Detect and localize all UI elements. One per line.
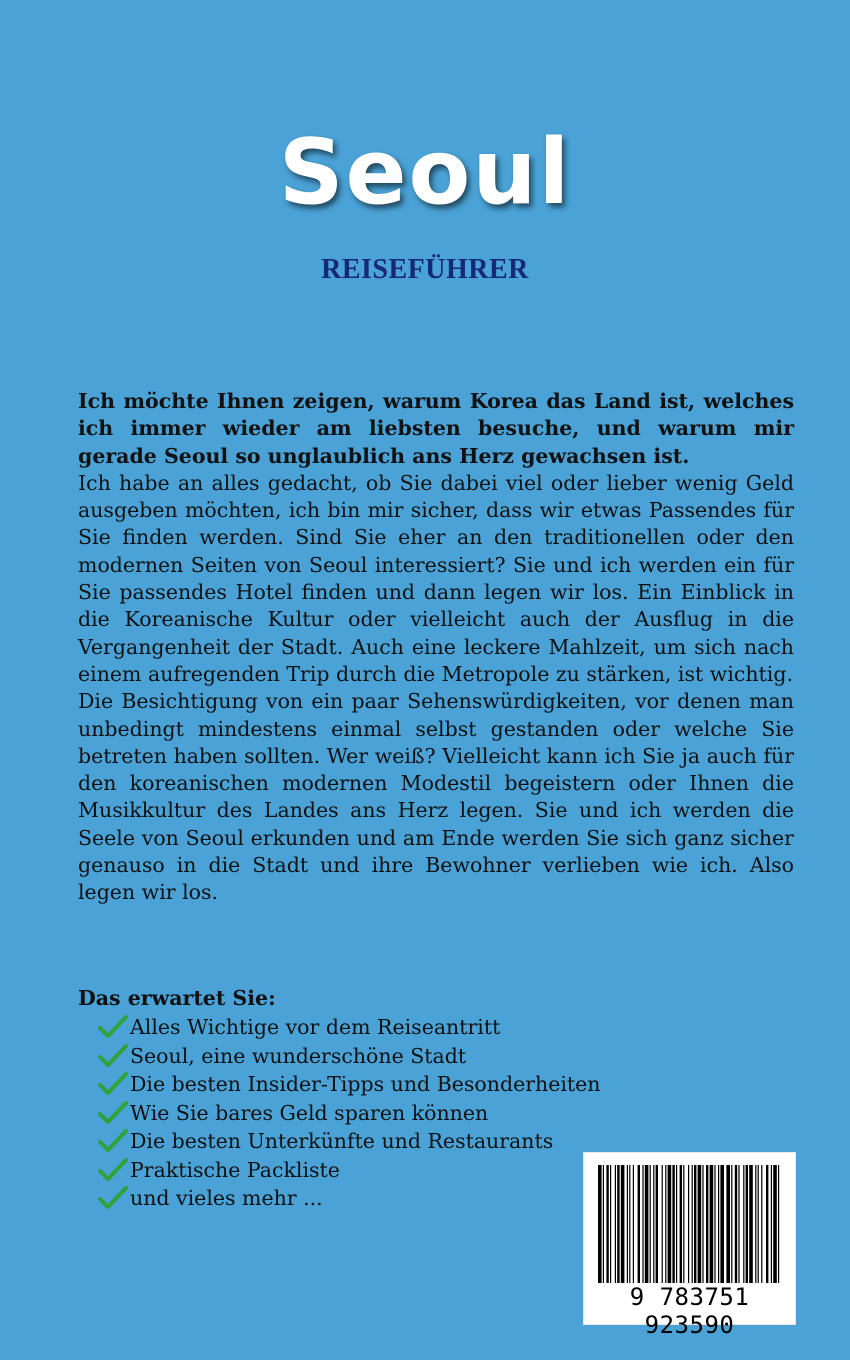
barcode-bar bbox=[627, 1165, 628, 1283]
list-item-label: Alles Wichtige vor dem Reiseantritt bbox=[130, 1015, 501, 1039]
barcode-bar bbox=[749, 1165, 753, 1283]
barcode-bar bbox=[761, 1165, 762, 1283]
checkmark-icon bbox=[98, 1044, 128, 1068]
barcode-bar bbox=[746, 1165, 748, 1283]
barcode-bar bbox=[645, 1165, 649, 1283]
checkmark-icon bbox=[98, 1015, 128, 1039]
barcode-bar bbox=[606, 1165, 608, 1283]
barcode-bar bbox=[720, 1165, 724, 1283]
list-item bbox=[98, 1042, 600, 1071]
barcode-bars bbox=[598, 1165, 781, 1283]
barcode-bar bbox=[642, 1165, 643, 1283]
barcode-bar bbox=[694, 1165, 696, 1283]
checkmark-icon bbox=[98, 1158, 128, 1182]
features-heading: Das erwartet Sie: bbox=[78, 986, 276, 1010]
barcode-bar bbox=[629, 1165, 630, 1283]
blurb-text bbox=[78, 388, 794, 907]
barcode-bar bbox=[668, 1165, 672, 1283]
checkmark-icon bbox=[98, 1129, 128, 1153]
barcode-bar bbox=[598, 1165, 602, 1283]
barcode-bar bbox=[731, 1165, 732, 1283]
book-subtitle: REISEFÜHRER bbox=[321, 254, 529, 285]
checkmark-icon bbox=[98, 1101, 128, 1125]
barcode-bar bbox=[665, 1165, 666, 1283]
barcode-bar bbox=[615, 1165, 616, 1283]
list-item bbox=[98, 1156, 600, 1185]
barcode-bar bbox=[650, 1165, 651, 1283]
barcode-bar bbox=[743, 1165, 744, 1283]
list-item-label: Seoul, eine wunderschöne Stadt bbox=[130, 1043, 467, 1068]
checkmark-icon bbox=[98, 1072, 128, 1096]
barcode-bar bbox=[735, 1165, 737, 1283]
blurb-paragraph: Ich habe an alles gedacht, ob Sie dabei viel oder lieber wenig Geld ausgeben möchten, ich bin mir sicher, dass wir etwas Passendes für Sie finden werden. Sind Sie eher an den traditionellen oder den modernen Seiten von Seoul interessiert? Sie und ich werden ein für Sie passendes Hotel finden und dann legen wir los. Ein Einblick in die Koreanische Kultur oder vielleicht auch der Ausflug in die Vergangenheit der Stadt. Auch eine leckere Mahlzeit, um sich nach einem aufregenden Trip durch die Metropole zu stärken, ist wichtig. bbox=[78, 470, 794, 686]
barcode-bar bbox=[702, 1165, 703, 1283]
barcode-bar bbox=[656, 1165, 658, 1283]
barcode-bar bbox=[766, 1165, 768, 1283]
list-item-label: und vieles mehr ... bbox=[130, 1186, 323, 1210]
barcode-digits: 9 783751 923590 bbox=[629, 1283, 750, 1339]
barcode-bar bbox=[738, 1165, 739, 1283]
barcode-bar bbox=[638, 1165, 640, 1283]
barcode-bar bbox=[758, 1165, 759, 1283]
barcode-bar bbox=[603, 1165, 604, 1283]
list-item bbox=[98, 1184, 600, 1213]
barcode-bar bbox=[771, 1165, 772, 1283]
book-title: Seoul bbox=[278, 120, 572, 225]
barcode-bar bbox=[621, 1165, 625, 1283]
barcode-bar bbox=[692, 1165, 693, 1283]
list-item bbox=[98, 1013, 600, 1042]
barcode-bar bbox=[610, 1165, 611, 1283]
barcode-bar bbox=[688, 1165, 689, 1283]
barcode-bar bbox=[676, 1165, 677, 1283]
barcode-bar bbox=[653, 1165, 654, 1283]
barcode-bar bbox=[710, 1165, 714, 1283]
list-item bbox=[98, 1127, 600, 1156]
list-item bbox=[98, 1099, 600, 1128]
barcode-bar bbox=[633, 1165, 634, 1283]
list-item bbox=[98, 1070, 600, 1099]
isbn-barcode bbox=[583, 1152, 796, 1339]
barcode-bar bbox=[683, 1165, 684, 1283]
barcode-bar bbox=[617, 1165, 619, 1283]
barcode-bar bbox=[706, 1165, 708, 1283]
list-item-label: Die besten Unterkünfte und Restaurants bbox=[130, 1129, 554, 1153]
list-item-label: Die besten Insider-Tipps und Besonderheiten bbox=[130, 1072, 601, 1096]
barcode-bar bbox=[698, 1165, 702, 1283]
barcode-bar bbox=[662, 1165, 663, 1283]
checkmark-icon bbox=[98, 1186, 128, 1210]
barcode-bar bbox=[718, 1165, 719, 1283]
barcode-bar bbox=[773, 1165, 777, 1283]
barcode-bar bbox=[672, 1165, 674, 1283]
list-item-label: Wie Sie bares Geld sparen können bbox=[130, 1100, 489, 1125]
barcode-bar bbox=[755, 1165, 756, 1283]
barcode-bar bbox=[778, 1165, 779, 1283]
blurb-lead-paragraph: Ich möchte Ihnen zeigen, warum Korea das Land ist, welches ich immer wieder am liebsten besuche, und warum mir gerade Seoul so unglaublich ans Herz gewachsen ist. bbox=[78, 389, 794, 468]
blurb-paragraph: Die Besichtigung von ein paar Sehenswürdigkeiten, vor denen man unbedingt mindestens einmal selbst gestanden oder welche Sie betreten haben sollten. Wer weiß? Vielleicht kann ich Sie ja auch für den koreanischen modernen Modestil begeistern oder Ihnen die Musikkultur des Landes ans Herz legen. Sie und ich werden die Seele von Seoul erkunden und am Ende werden Sie sich ganz sicher genauso in die Stadt und ihre Bewohner verlieben wie ich. Also legen wir los. bbox=[78, 689, 794, 905]
barcode-bar bbox=[726, 1165, 730, 1283]
list-item-label: Praktische Packliste bbox=[130, 1157, 340, 1182]
barcode-bar bbox=[714, 1165, 715, 1283]
barcode-bar bbox=[680, 1165, 682, 1283]
features-list bbox=[98, 1013, 600, 1213]
